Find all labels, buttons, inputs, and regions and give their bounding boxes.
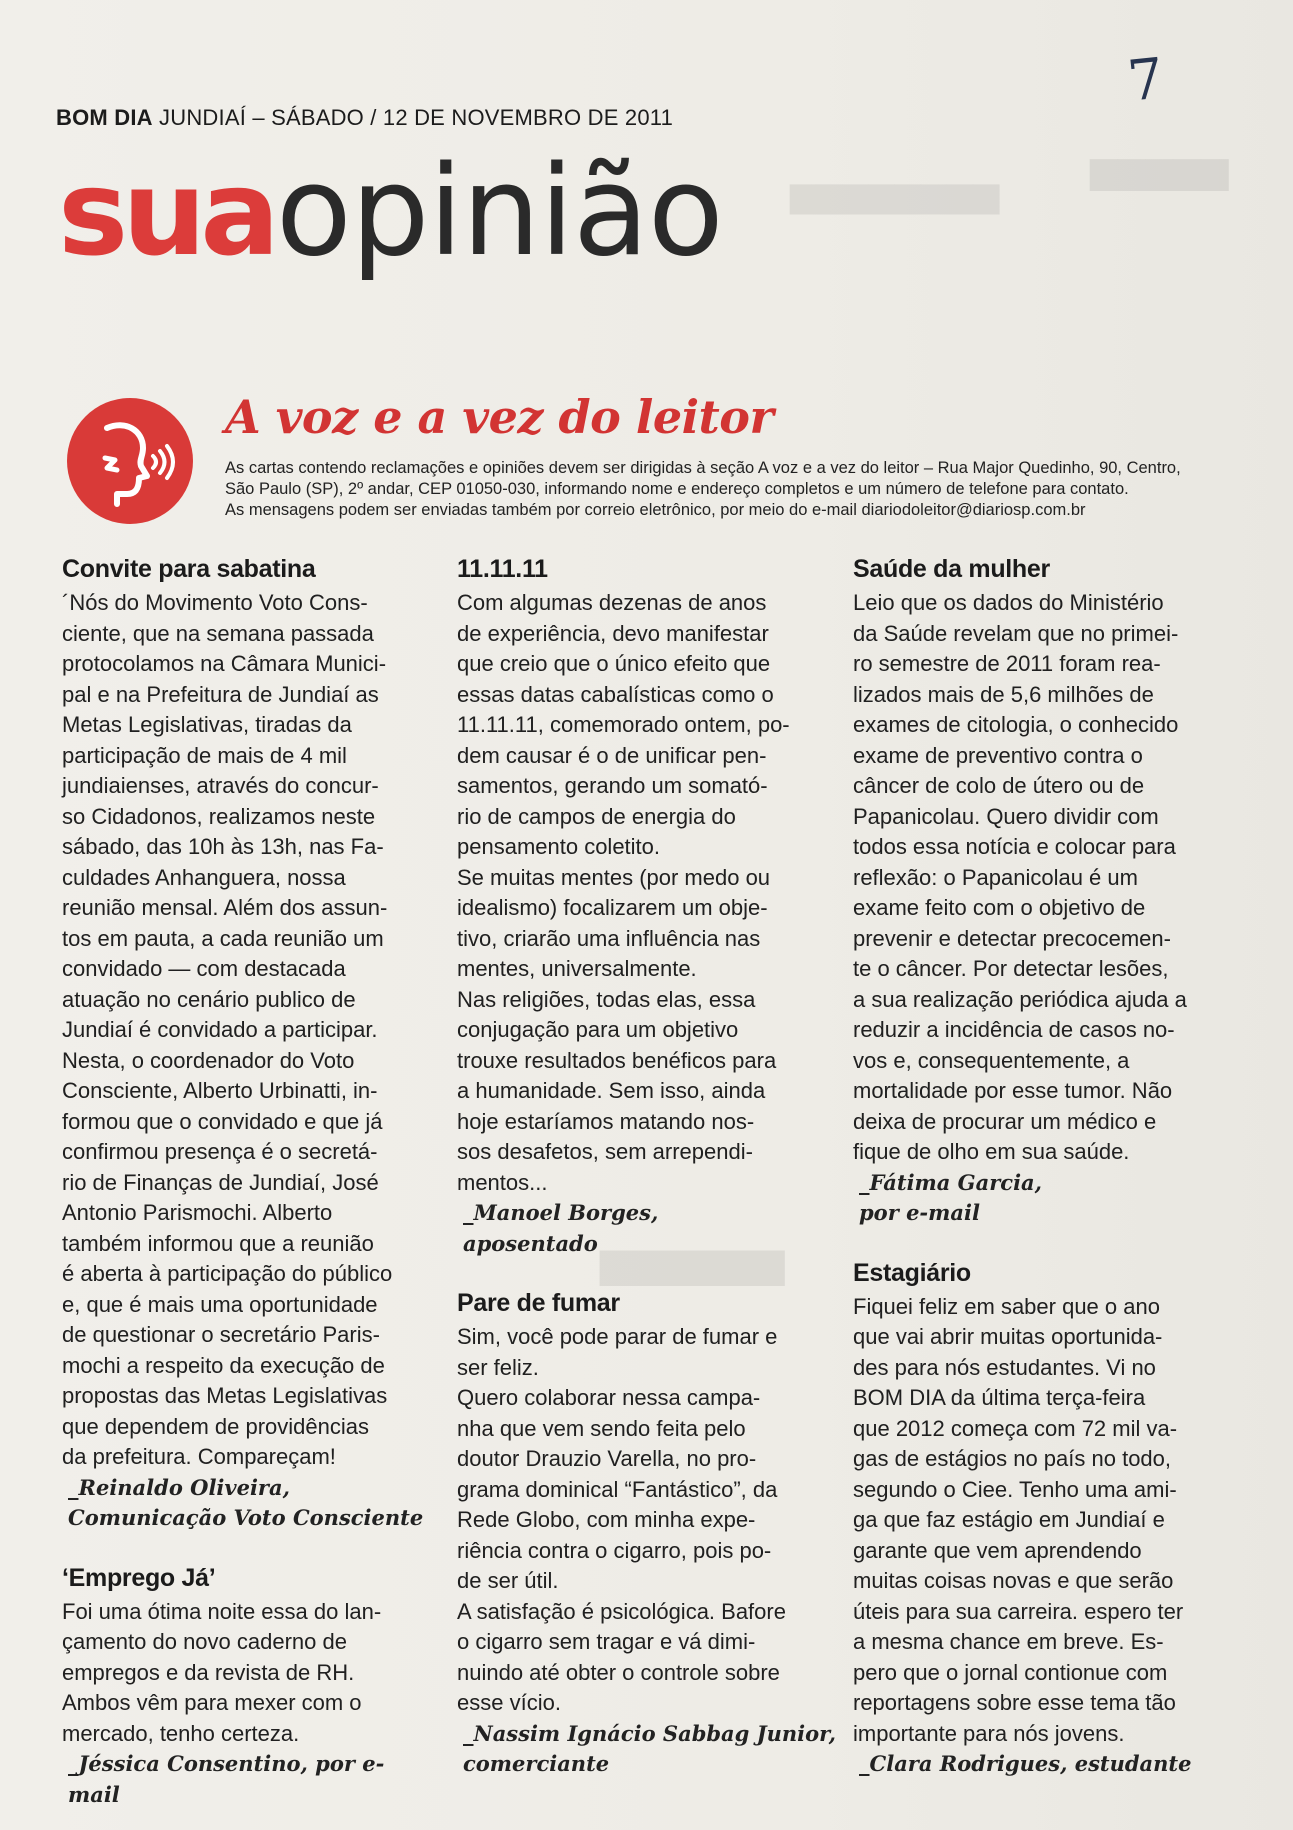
letter-line: pensamento coletito.: [457, 834, 661, 859]
letter-line: rio de Finanças de Jundiaí, José: [62, 1169, 379, 1195]
letter-line: mercado, tenho certeza.: [62, 1720, 300, 1746]
letter-line: essas datas cabalísticas como o: [457, 681, 774, 707]
letter-line: empregos e da revista de RH.: [62, 1659, 355, 1685]
letter-line: Se muitas mentes (por medo ou: [457, 864, 771, 890]
letter-line: o cigarro sem tragar e vá dimi-: [457, 1629, 756, 1654]
letter-line: riência contra o cigarro, pois po-: [457, 1537, 772, 1563]
letter-line: A satisfação é psicológica. Bafore: [457, 1598, 786, 1624]
show-through-decoration: ▆▆▆▆▆: [1090, 150, 1229, 191]
handwritten-page-number: 7: [1124, 46, 1167, 115]
letter-line: ga que faz estágio em Jundiaí e: [853, 1507, 1165, 1532]
letter-line: so Cidadonos, realizamos neste: [62, 803, 376, 829]
letter-line: câncer de colo de útero ou de: [853, 773, 1145, 798]
letter-line: Com algumas dezenas de anos: [457, 590, 767, 615]
letter-line: também informou que a reunião: [62, 1230, 374, 1256]
letter-title: Estagiário: [853, 1258, 971, 1287]
letter-body: [457, 1322, 842, 1780]
letter-line: todos essa notícia e colocar para: [853, 834, 1176, 859]
section-title: A voz e a vez do leitor: [225, 390, 774, 444]
letter-line: grama dominical “Fantástico”, da: [457, 1476, 778, 1502]
reader-letter: [853, 555, 1228, 1229]
letter-line: dem causar é o de unificar pen-: [457, 742, 767, 768]
letter-title: 11.11.11: [457, 555, 548, 583]
letter-line: Rede Globo, com minha expe-: [457, 1507, 756, 1532]
letter-line: ´Nós do Movimento Voto Cons-: [62, 590, 368, 615]
letter-line: reflexão: o Papanicolau é um: [853, 864, 1138, 890]
letter-line: muitas coisas novas e que serão: [853, 1568, 1174, 1593]
letter-line: protocolamos na Câmara Munici-: [62, 651, 387, 676]
letter-line: garante que vem aprendendo: [853, 1537, 1142, 1563]
letter-line: tos em pauta, a cada reunião um: [62, 925, 384, 951]
letter-line: úteis para sua carreira. espero ter: [853, 1598, 1184, 1624]
letter-line: nuindo até obter o controle sobre: [457, 1659, 780, 1685]
letter-body: [457, 588, 842, 1259]
letter-line: Ambos vêm para mexer com o: [62, 1690, 362, 1715]
letter-title: ‘Emprego Já’: [62, 1563, 216, 1592]
letter-signature: _Manoel Borges,: [463, 1200, 659, 1225]
letter-line: exame de preventivo contra o: [853, 742, 1143, 768]
letter-line: culdades Anhanguera, nossa: [62, 864, 346, 890]
letter-line: des para nós estudantes. Vi no: [853, 1354, 1156, 1380]
letter-line: tivo, criarão uma influência nas: [457, 925, 761, 951]
letter-line: Nesta, o coordenador do Voto: [62, 1047, 355, 1073]
letter-line: Antonio Parismochi. Alberto: [62, 1200, 333, 1225]
letter-line: samentos, gerando um somató-: [457, 773, 768, 798]
letter-line: importante para nós jovens.: [853, 1720, 1125, 1746]
dateline: [56, 105, 673, 131]
letter-line: Nas religiões, todas elas, essa: [457, 986, 756, 1012]
letter-line: segundo o Ciee. Tenho uma ami-: [853, 1476, 1177, 1502]
show-through-decoration: ▆▆▆▆▆▆: [600, 1240, 785, 1286]
letter-signature: por e-mail: [859, 1200, 980, 1225]
letter-line: da Saúde revelam que no primei-: [853, 620, 1179, 646]
letter-title: Saúde da mulher: [853, 555, 1050, 583]
letter-line: de questionar o secretário Paris-: [62, 1322, 380, 1347]
show-through-decoration: ▆▆▆▆▆▆▆▆: [790, 175, 1000, 215]
speaking-head-icon: [67, 398, 193, 524]
masthead-opiniao: opinião: [275, 140, 723, 284]
letter-line: çamento do novo caderno de: [62, 1629, 347, 1654]
letter-line: propostas das Metas Legislativas: [62, 1383, 388, 1408]
section-intro: [225, 458, 1235, 521]
letter-signature: _Jéssica Consentino, por e-mail: [68, 1751, 385, 1807]
letter-line: a mesma chance em breve. Es-: [853, 1629, 1164, 1654]
letter-line: que creio que o único efeito que: [457, 651, 771, 676]
reader-letter: [62, 1564, 432, 1811]
letter-signature: _Clara Rodrigues, estudante: [859, 1751, 1192, 1776]
intro-line: As cartas contendo reclamações e opiniões devem ser dirigidas à seção A voz e a vez do leitor – Rua Major Quedinho, 90, Centro,: [225, 459, 1181, 477]
dateline-text: JUNDIAÍ – SÁBADO / 12 DE NOVEMBRO DE 2011: [159, 105, 673, 130]
letter-line: Leio que os dados do Ministério: [853, 590, 1164, 615]
letter-line: nha que vem sendo feita pelo: [457, 1415, 746, 1441]
letter-line: Papanicolau. Quero dividir com: [853, 803, 1159, 829]
letter-line: jundiaienses, através do concur-: [62, 773, 379, 798]
letter-line: vos e, consequentemente, a: [853, 1047, 1130, 1073]
letter-body: [62, 588, 432, 1534]
letter-line: Metas Legislativas, tiradas da: [62, 712, 352, 737]
letter-line: pero que o jornal contionue com: [853, 1659, 1168, 1685]
reader-letter: [457, 1289, 842, 1780]
letter-line: ciente, que na semana passada: [62, 620, 374, 646]
column-1: [62, 555, 432, 1830]
letter-line: prevenir e detectar precocemen-: [853, 925, 1171, 951]
letter-line: doutor Drauzio Varella, no pro-: [457, 1446, 757, 1471]
letter-line: confirmou presença é o secretá-: [62, 1139, 378, 1164]
letter-line: mochi a respeito da execução de: [62, 1352, 385, 1378]
letter-line: BOM DIA da última terça-feira: [853, 1385, 1146, 1410]
letter-signature: _Nassim Ignácio Sabbag Junior,: [463, 1720, 836, 1746]
letter-line: trouxe resultados benéficos para: [457, 1047, 777, 1073]
brand-name: BOM DIA: [56, 105, 153, 130]
letter-body: [853, 1292, 1228, 1780]
letter-line: mentes, universalmente.: [457, 956, 697, 981]
letter-line: Foi uma ótima noite essa do lan-: [62, 1598, 382, 1624]
letter-title: Pare de fumar: [457, 1289, 620, 1317]
letter-line: de experiência, devo manifestar: [457, 620, 769, 646]
letter-line: Sim, você pode parar de fumar e: [457, 1324, 778, 1349]
letter-line: te o câncer. Por detectar lesões,: [853, 956, 1169, 981]
letter-signature: comerciante: [463, 1751, 610, 1776]
masthead-sua: sua: [58, 144, 274, 282]
column-2: [457, 555, 842, 1810]
letter-body: [853, 588, 1228, 1229]
letter-line: de ser útil.: [457, 1568, 559, 1593]
letter-line: atuação no cenário publico de: [62, 986, 356, 1012]
letter-signature: _Reinaldo Oliveira,: [68, 1474, 290, 1500]
letter-line: reunião mensal. Além dos assun-: [62, 895, 388, 920]
letter-line: a sua realização periódica ajuda a: [853, 986, 1187, 1012]
letter-line: hoje estaríamos matando nos-: [457, 1108, 755, 1134]
letter-line: pal e na Prefeitura de Jundiaí as: [62, 681, 379, 707]
letter-title: Convite para sabatina: [62, 555, 316, 583]
letter-line: a humanidade. Sem isso, ainda: [457, 1078, 766, 1103]
letter-line: 11.11.11, comemorado ontem, po-: [457, 712, 790, 737]
letter-line: mentos...: [457, 1169, 548, 1195]
letter-signature: _Fátima Garcia,: [859, 1169, 1042, 1195]
letter-line: que vai abrir muitas oportunida-: [853, 1324, 1163, 1349]
letter-line: esse vício.: [457, 1690, 561, 1715]
letter-line: Consciente, Alberto Urbinatti, in-: [62, 1078, 378, 1103]
letter-line: formou que o convidado e que já: [62, 1108, 383, 1134]
letter-line: exames de citologia, o conhecido: [853, 712, 1179, 737]
letter-line: da prefeitura. Compareçam!: [62, 1444, 336, 1469]
letter-line: é aberta à participação do público: [62, 1261, 393, 1286]
intro-line: As mensagens podem ser enviadas também por correio eletrônico, por meio do e-mail diariodoleitor@diariosp.com.br: [225, 501, 1086, 519]
letter-line: rio de campos de energia do: [457, 803, 736, 829]
letter-body: [62, 1597, 432, 1811]
letter-line: ro semestre de 2011 foram rea-: [853, 651, 1161, 676]
letter-line: conjugação para um objetivo: [457, 1017, 739, 1042]
letter-line: que 2012 começa com 72 mil va-: [853, 1415, 1178, 1441]
reader-letter: [853, 1259, 1228, 1780]
letter-line: lizados mais de 5,6 milhões de: [853, 681, 1154, 707]
letter-line: sábado, das 10h às 13h, nas Fa-: [62, 834, 384, 859]
letter-line: Quero colaborar nessa campa-: [457, 1385, 761, 1410]
intro-line: São Paulo (SP), 2º andar, CEP 01050-030, informando nome e endereço completos e um número de telefone para contato.: [225, 480, 1129, 498]
letter-line: exame feito com o objetivo de: [853, 895, 1146, 920]
reader-letter: [62, 555, 432, 1534]
column-3: [853, 555, 1228, 1810]
letter-line: e, que é mais uma oportunidade: [62, 1291, 378, 1317]
letter-line: sos desafetos, sem arrependi-: [457, 1139, 753, 1164]
letter-line: convidado — com destacada: [62, 956, 346, 981]
letter-line: fique de olho em sua saúde.: [853, 1139, 1130, 1164]
letter-line: reduzir a incidência de casos no-: [853, 1017, 1175, 1042]
letter-line: Fiquei feliz em saber que o ano: [853, 1293, 1160, 1319]
letter-line: que dependem de providências: [62, 1413, 370, 1439]
letter-line: participação de mais de 4 mil: [62, 742, 347, 768]
letter-signature: aposentado: [463, 1230, 598, 1256]
masthead-logo: [58, 140, 723, 315]
letter-line: mortalidade por esse tumor. Não: [853, 1078, 1173, 1103]
letter-line: deixa de procurar um médico e: [853, 1108, 1157, 1134]
reader-letter: [457, 555, 842, 1259]
letter-line: reportagens sobre esse tema tão: [853, 1690, 1176, 1715]
letter-line: gas de estágios no país no todo,: [853, 1446, 1172, 1471]
letter-signature: Comunicação Voto Consciente: [68, 1505, 424, 1530]
letter-line: ser feliz.: [457, 1354, 539, 1380]
letter-line: Jundiaí é convidado a participar.: [62, 1017, 378, 1042]
letter-line: idealismo) focalizarem um obje-: [457, 895, 768, 920]
